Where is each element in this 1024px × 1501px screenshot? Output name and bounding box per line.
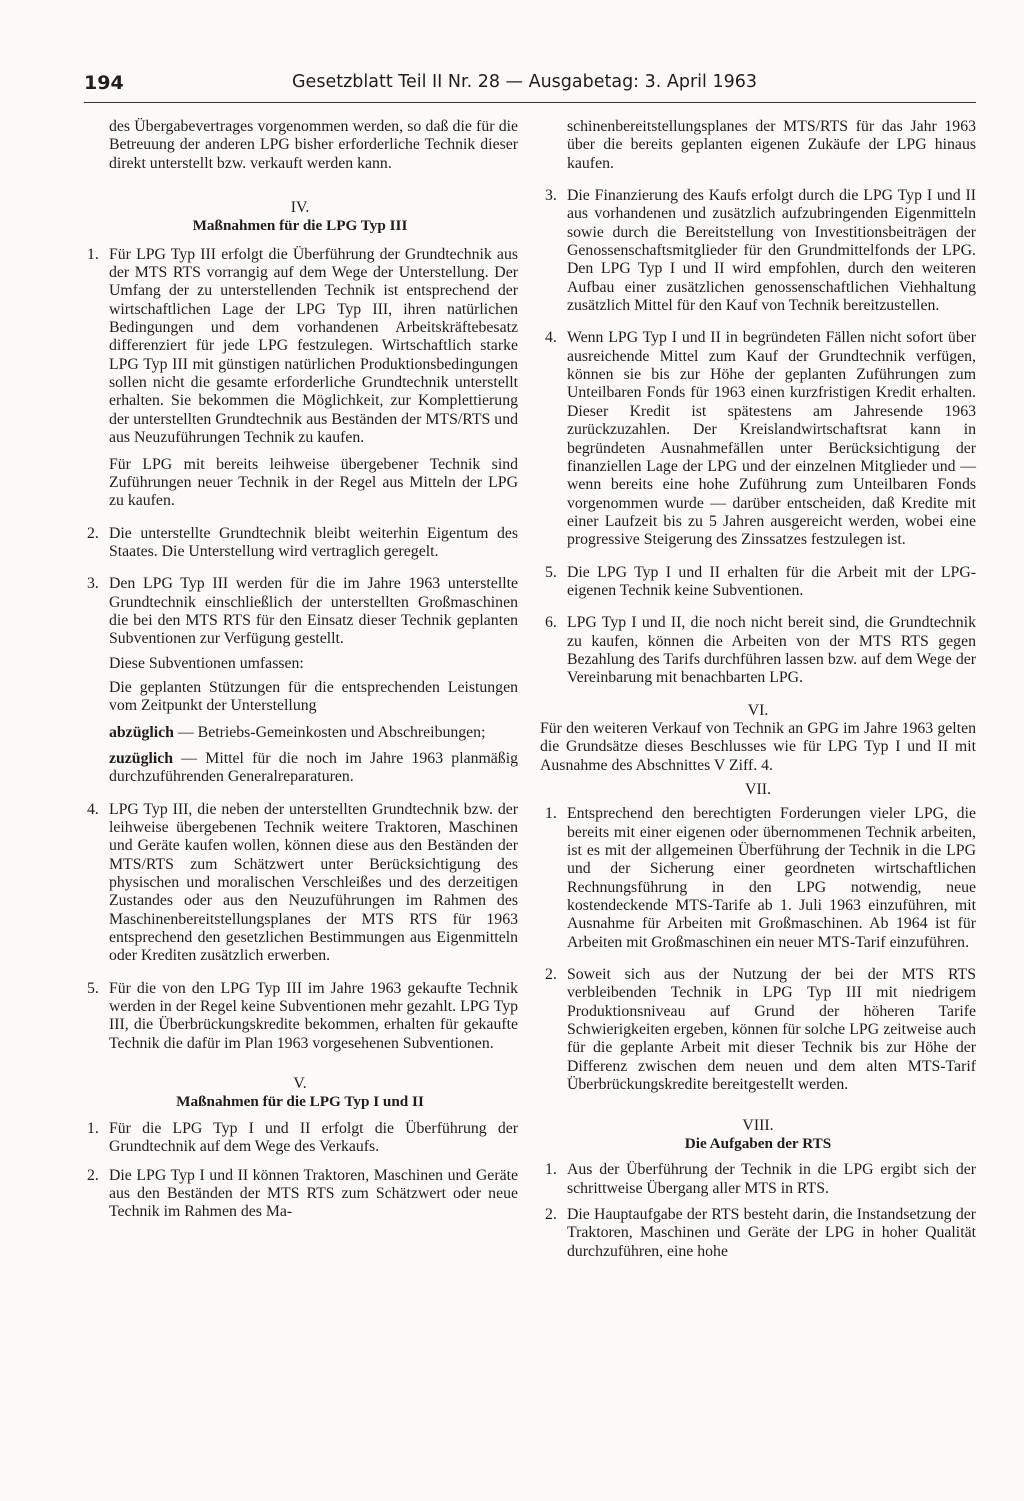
list-item	[540, 1161, 976, 1198]
list-item	[82, 246, 518, 511]
section-numeral: V.	[293, 1075, 307, 1093]
item-text	[109, 750, 518, 787]
section-numeral: VI.	[747, 701, 769, 719]
item-number: 3.	[87, 575, 99, 593]
item-text: Die LPG Typ I und II können Traktoren, Maschinen und Geräte aus den Beständen der MTS RTS zum Schätzwert oder neue Technik im Rahmen des Ma-	[109, 1166, 518, 1221]
list-item	[82, 801, 518, 966]
item-number: 4.	[87, 800, 99, 818]
term-text: — Betriebs-Gemeinkosten und Abschreibungen;	[173, 723, 486, 741]
list-item	[540, 187, 976, 315]
item-number: 1.	[87, 245, 99, 263]
term-text: — Mittel für die noch im Jahre 1963 planmäßig durchzuführenden Generalreparaturen.	[109, 749, 518, 786]
item-text: LPG Typ I und II, die noch nicht bereit sind, die Grundtechnik zu kaufen, können die Arbeiten von der MTS RTS gegen Bezahlung des Tarifs durchführen lassen bzw. auf dem Wege der Vereinbarung mit benachbarten LPG.	[567, 614, 976, 687]
item-text: Aus der Überführung der Technik in die LPG ergibt sich der schrittweise Übergang aller MTS in RTS.	[567, 1161, 976, 1197]
page-number: 194	[84, 72, 124, 94]
bold-term: abzüglich	[109, 723, 174, 741]
list-item	[82, 575, 518, 786]
item-text: Die unterstellte Grundtechnik bleibt weiterhin Eigentum des Staates. Die Unterstellung wird vertraglich geregelt.	[109, 524, 518, 560]
item-number: 1.	[545, 805, 557, 823]
item-text: Die Hauptaufgabe der RTS besteht darin, die Instandsetzung der Traktoren, Maschinen und Geräte der LPG in hoher Qualität durchzuführen, eine hohe	[567, 1205, 976, 1260]
item-number: 1.	[87, 1119, 99, 1137]
list-item	[540, 805, 976, 952]
item-number: 1.	[545, 1161, 557, 1179]
item-text: Entsprechend den berechtigten Forderungen vieler LPG, die bereits mit einer eigenen oder übernommenen Technik arbeiten, ist es mit der allgemeinen Überführung der Technik in die LPG und der Sicherung einer geordneten wirtschaftlichen Rechnungsführung in den LPG notwendig, neue kostendeckende MTS-Tarife ab 1. Juli 1963 einzuführen, mit Ausnahme für Arbeiten mit Großmaschinen. Ab 1964 ist für Arbeiten mit Großmaschinen ein neuer MTS-Tarif einzuführen.	[567, 805, 976, 951]
list-item	[540, 614, 976, 687]
header-rule	[84, 102, 976, 103]
left-column	[82, 118, 518, 1222]
section-paragraph: Für den weiteren Verkauf von Technik an GPG im Jahre 1963 gelten die Grundsätze dieses Beschlusses wie für LPG Typ I und II mit Ausnahme des Abschnittes V Ziff. 4.	[540, 719, 976, 774]
list-item	[82, 980, 518, 1053]
section-heading: Maßnahmen für die LPG Typ III	[192, 217, 408, 235]
continuation-paragraph: des Übergabevertrages vorgenommen werden, so daß die für die Betreuung der anderen LPG bisher erforderliche Technik dieser direkt unterstellt bzw. verkauft werden kann.	[109, 118, 518, 172]
item-number: 5.	[545, 563, 557, 581]
item-number: 2.	[545, 966, 557, 984]
item-text: Diese Subventionen umfassen:	[109, 654, 304, 672]
section-heading: Die Aufgaben der RTS	[684, 1134, 832, 1152]
section-numeral: VIII.	[742, 1116, 774, 1134]
item-text: Für LPG Typ III erfolgt die Überführung der Grundtechnik aus der MTS RTS vorrangig auf dem Wege der Unterstellung. Der Umfang der zu unterstellenden Technik ist entsprechend der wirtschaftlichen Lage der LPG Typ III, ihren natürlichen Bedingungen und dem vorhandenen Arbeitskräftebesatz differenziert für jede LPG festzulegen. Wirtschaftlich starke LPG Typ III mit günstigen natürlichen Produktionsbedingungen sollen nicht die gesamte erforderliche Grundtechnik unterstellt erhalten. Sie bekommen die Möglichkeit, zur Komplettierung der unterstellten Grundtechnik aus Beständen der MTS/RTS und aus Neuzuführungen Technik zu kaufen.	[109, 245, 518, 447]
section-numeral: VII.	[745, 781, 771, 798]
section-heading: Maßnahmen für die LPG Typ I und II	[176, 1093, 424, 1111]
item-text: Für die von den LPG Typ III im Jahre 1963 gekaufte Technik werden in der Regel keine Subventionen mehr gezahlt. LPG Typ III, die Überbrückungskredite bekommen, erhalten für gekaufte Technik die dafür im Plan 1963 vorgesehenen Subventionen.	[109, 979, 518, 1052]
bold-term: zuzüglich	[109, 749, 174, 767]
item-number: 2.	[545, 1205, 557, 1223]
list-item	[540, 329, 976, 549]
page-header	[84, 72, 984, 102]
item-number: 3.	[545, 187, 557, 205]
item-text: Für die LPG Typ I und II erfolgt die Überführung der Grundtechnik auf dem Wege des Verkaufs.	[109, 1119, 518, 1156]
item-text: Den LPG Typ III werden für die im Jahre 1963 unterstellte Grundtechnik einschließlich der unterstellten Großmaschinen die bei den MTS RTS für den Einsatz dieser Technik geplanten Subventionen zur Verfügung gestellt.	[109, 575, 518, 648]
right-column	[540, 118, 976, 1261]
list-item	[540, 564, 976, 601]
item-number: 5.	[87, 979, 99, 997]
item-text: Soweit sich aus der Nutzung der bei der MTS RTS verbleibenden Technik in LPG Typ III mit niedrigem Produktionsniveau auf Grund der höheren Tarife Schwierigkeiten ergeben, können für solche LPG zeitweise auch für die geplante Arbeit mit dieser Technik bis zur Höhe der Differenz zwischen dem neuen und dem alten MTS-Tarif Überbrückungskredite bereitgestellt werden.	[567, 966, 976, 1094]
item-text: LPG Typ III, die neben der unterstellten Grundtechnik bzw. der leihweise übergebenen Technik weitere Traktoren, Maschinen und Geräte kaufen wollen, können diese aus den Beständen der MTS/RTS zum Schätzwert unter Berücksichtigung des physischen und moralischen Verschleißes und des derzeitigen Zustandes oder aus den Neuzuführungen im Rahmen des Maschinenbereitstellungsplanes der MTS RTS für 1963 entsprechend den gesetzlichen Bestimmungen aus Eigenmitteln oder Krediten zusätzlich erwerben.	[109, 800, 518, 965]
item-number: 2.	[87, 1166, 99, 1184]
section-numeral: IV.	[290, 199, 310, 217]
item-text: Wenn LPG Typ I und II in begründeten Fällen nicht sofort über ausreichende Mittel zum Kauf der Grundtechnik verfügen, können sie bis zur Höhe der geplanten Zuführungen zum Unteilbaren Fonds für 1963 einen kurzfristigen Kredit erhalten. Dieser Kredit ist spätestens am Jahresende 1963 zurückzuzahlen. Der Kreislandwirtschaftsrat kann in begründeten Ausnahmefällen unter Berücksichtigung der finanziellen Lage der LPG und der einzelnen Mitglieder und — wenn bereits eine hohe Zuführung zum Unteilbaren Fonds vorgenommen wurde — darüber entscheiden, daß Kredite mit einer Laufzeit bis zu 5 Jahren ausgereicht werden, wobei eine progressive Steigerung des Zinssatzes festzulegen ist.	[567, 329, 976, 549]
item-text: Die Finanzierung des Kaufs erfolgt durch die LPG Typ I und II aus vorhandenen und zusätzlich aufzubringenden Eigenmitteln sowie durch die Bereitstellung von Investitionsbeiträgen der Genossenschaftsmitglieder für den Grundmittelfonds der LPG. Den LPG Typ I und II wird empfohlen, durch den weiteren Aufbau einer zusätzlichen genossenschaftlichen Viehhaltung zusätzlich Mittel für den Kauf von Technik bereitzustellen.	[567, 187, 976, 315]
list-item	[540, 966, 976, 1094]
item-text: Die geplanten Stützungen für die entsprechenden Leistungen vom Zeitpunkt der Unterstellung	[109, 678, 518, 715]
list-item	[82, 1120, 518, 1157]
gazette-title: Gesetzblatt Teil II Nr. 28 — Ausgabetag: 3. April 1963	[292, 72, 757, 92]
list-item	[82, 525, 518, 562]
list-item	[82, 1167, 518, 1222]
item-text: Für LPG mit bereits leihweise übergebener Technik sind Zuführungen neuer Technik in der Regel aus Mitteln der LPG zu kaufen.	[109, 455, 518, 510]
item-number: 2.	[87, 524, 99, 542]
item-number: 4.	[545, 329, 557, 347]
list-item	[540, 1206, 976, 1261]
item-number: 6.	[545, 614, 557, 632]
continuation-paragraph: schinenbereitstellungsplanes der MTS/RTS für das Jahr 1963 über die bereits geplanten eigenen Zukäufe der LPG hinaus kaufen.	[567, 118, 976, 172]
item-text: Die LPG Typ I und II erhalten für die Arbeit mit der LPG-eigenen Technik keine Subventionen.	[567, 563, 976, 599]
item-text	[109, 724, 518, 742]
